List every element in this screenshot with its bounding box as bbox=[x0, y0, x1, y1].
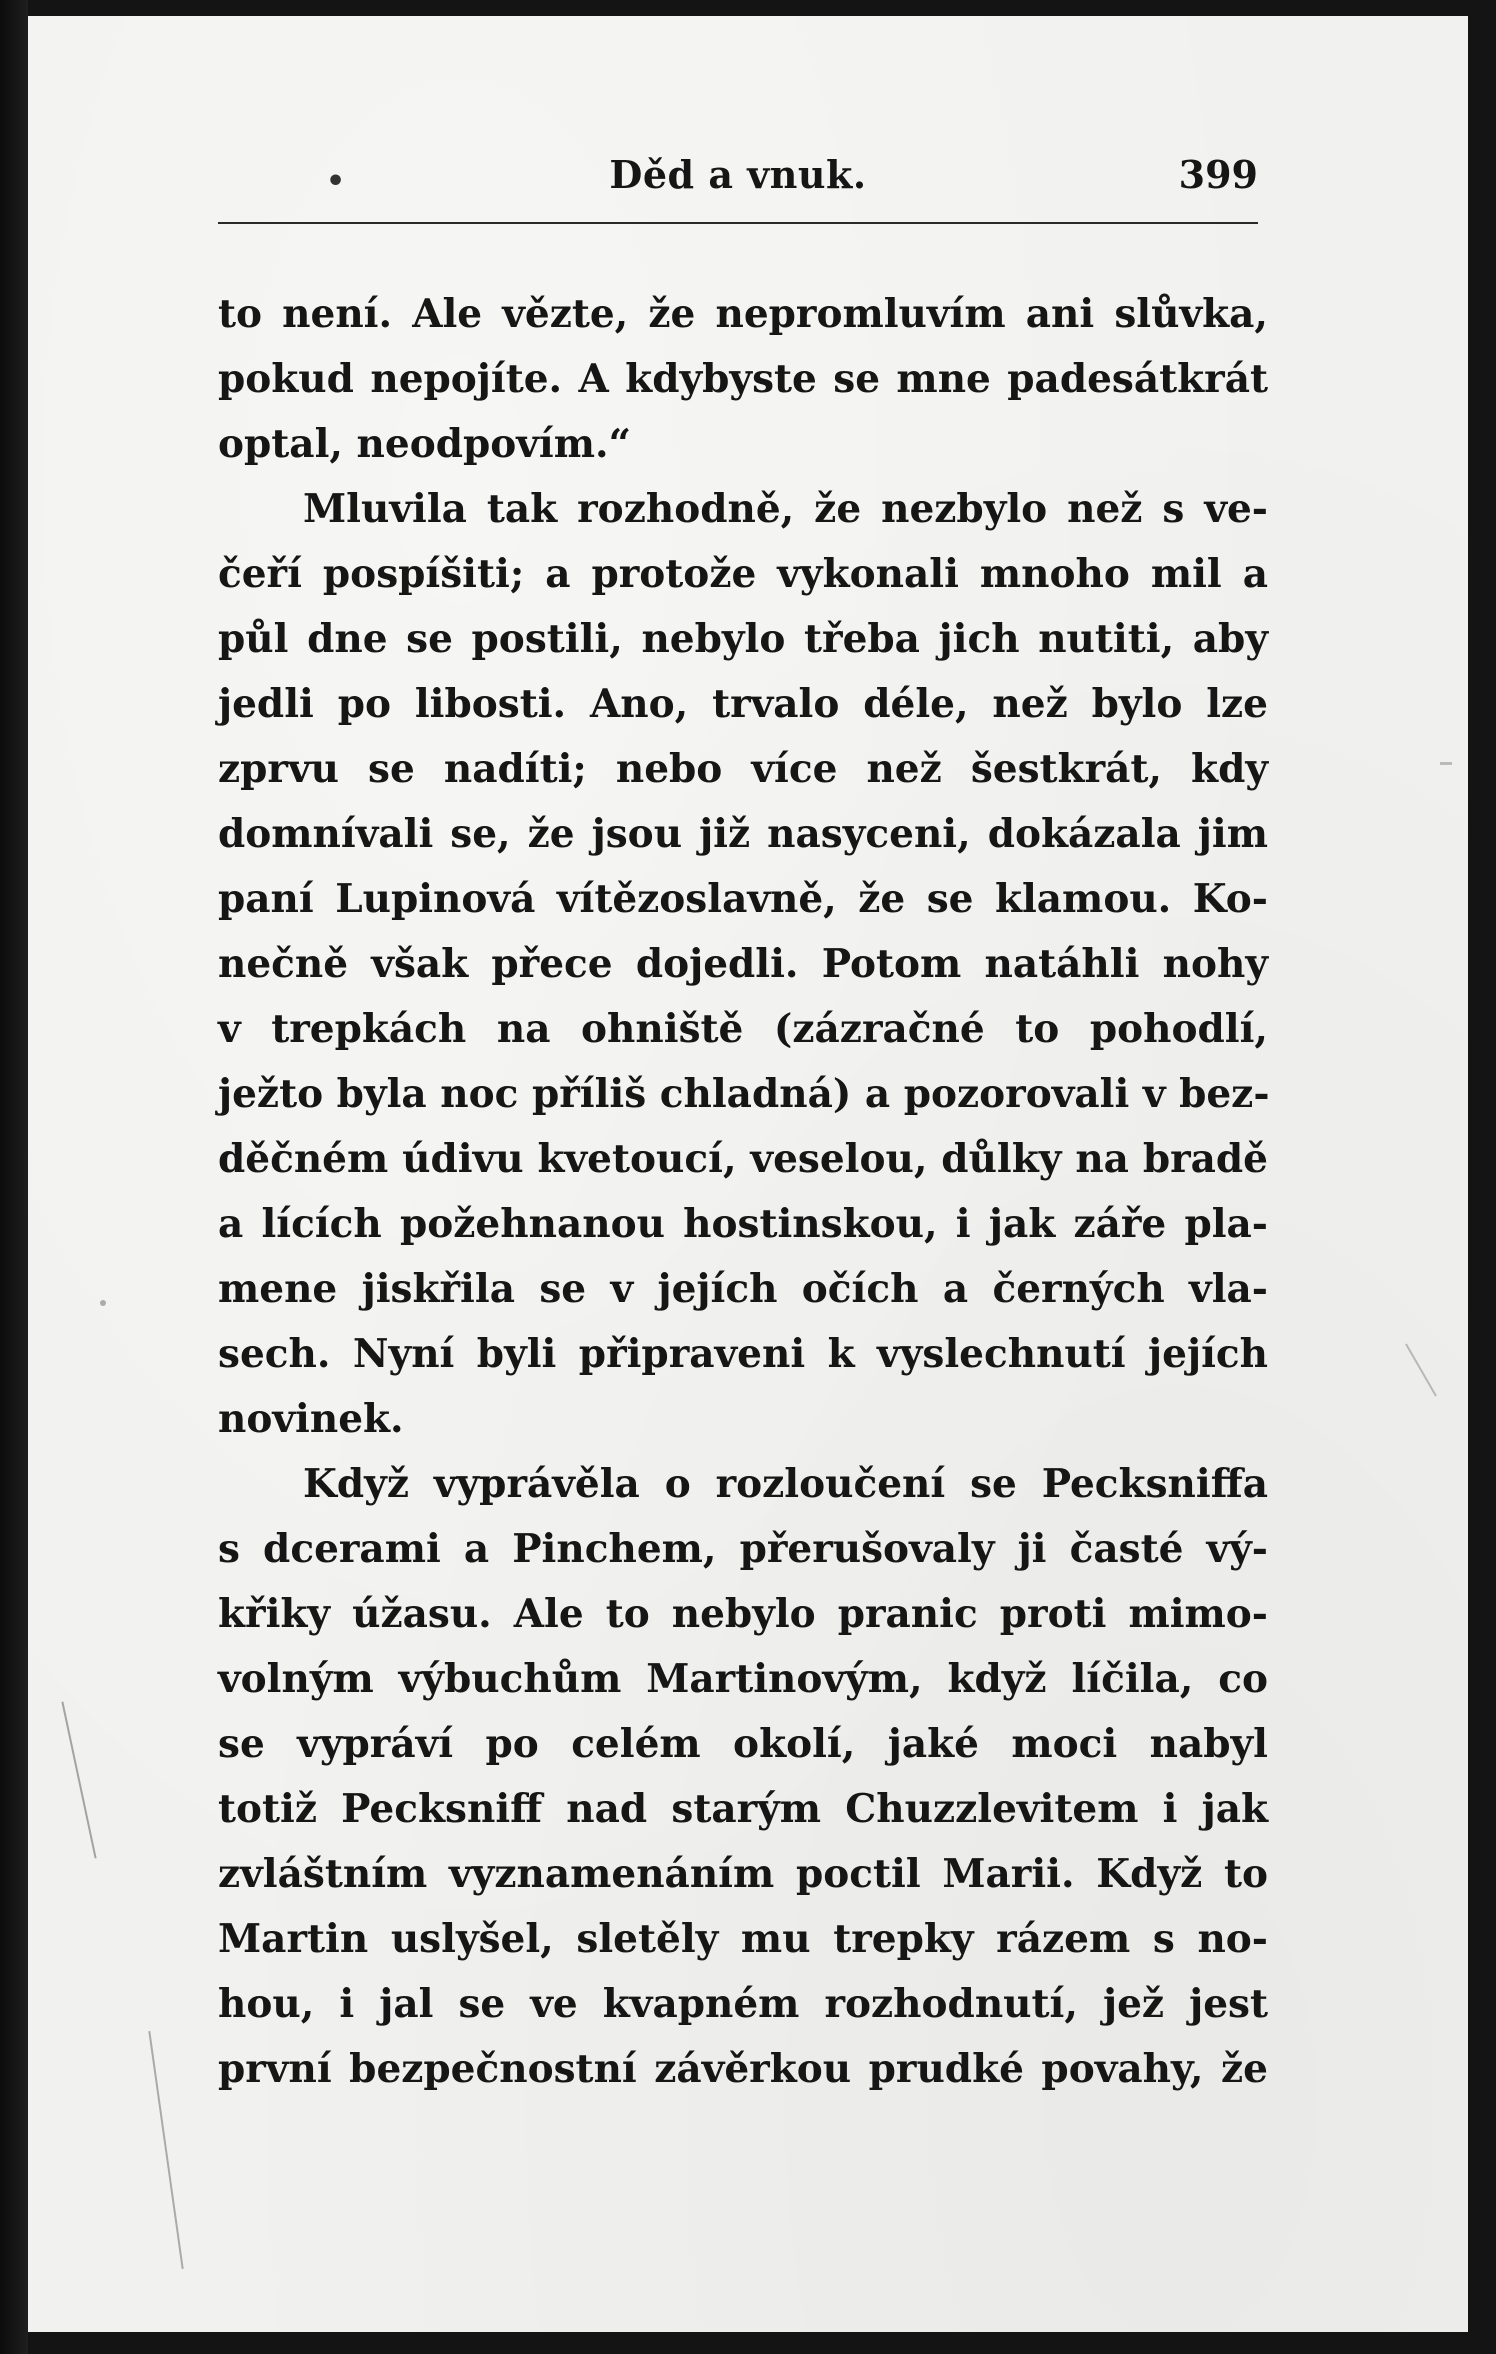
binding-edge bbox=[0, 0, 28, 2354]
header-dot: • bbox=[326, 164, 346, 199]
text-line: hou, i jal se ve kvapném rozhodnutí, jež jest bbox=[218, 1981, 1268, 2027]
running-header bbox=[218, 152, 1258, 208]
text-line: Martin uslyšel, sletěly mu trepky rázem s no- bbox=[218, 1916, 1268, 1962]
text-line: pokud nepojíte. A kdybyste se mne padesátkrát bbox=[218, 356, 1268, 402]
text-line: a lících požehnanou hostinskou, i jak záře pla- bbox=[218, 1201, 1268, 1247]
text-line: v trepkách na ohniště (zázračné to pohodlí, bbox=[218, 1006, 1268, 1052]
scan-speck bbox=[1440, 762, 1452, 765]
text-line: Když vyprávěla o rozloučení se Pecksniffa bbox=[303, 1461, 1268, 1507]
text-line: čeří pospíšiti; a protože vykonali mnoho mil a bbox=[218, 551, 1268, 597]
running-title: Děd a vnuk. bbox=[609, 152, 867, 197]
text-line: totiž Pecksniff nad starým Chuzzlevitem i jak bbox=[218, 1786, 1268, 1832]
text-line: mene jiskřila se v jejích očích a černých vla- bbox=[218, 1266, 1268, 1312]
text-line: děčném údivu kvetoucí, veselou, důlky na bradě bbox=[218, 1136, 1268, 1182]
text-line: nečně však přece dojedli. Potom natáhli nohy bbox=[218, 941, 1268, 987]
header-rule bbox=[218, 222, 1258, 224]
text-line: s dcerami a Pinchem, přerušovaly ji časté vý- bbox=[218, 1526, 1268, 1572]
text-line: ježto byla noc příliš chladná) a pozorovali v bez- bbox=[218, 1071, 1270, 1117]
text-line: optal, neodpovím.“ bbox=[218, 421, 632, 467]
scan-speck bbox=[100, 1300, 106, 1306]
text-line: volným výbuchům Martinovým, když líčila, co bbox=[218, 1656, 1268, 1702]
text-line: zprvu se nadíti; nebo více než šestkrát, kdy bbox=[218, 746, 1268, 792]
text-line: sech. Nyní byli připraveni k vyslechnutí jejích bbox=[218, 1331, 1268, 1377]
text-line: půl dne se postili, nebylo třeba jich nutiti, aby bbox=[218, 616, 1268, 662]
text-line: domnívali se, že jsou již nasyceni, dokázala jim bbox=[218, 811, 1268, 857]
body-text bbox=[218, 282, 1268, 2102]
text-line: paní Lupinová vítězoslavně, že se klamou. Ko- bbox=[218, 876, 1268, 922]
text-line: novinek. bbox=[218, 1396, 404, 1442]
page-number: 399 bbox=[1178, 152, 1258, 197]
text-line: jedli po libosti. Ano, trvalo déle, než bylo lze bbox=[218, 681, 1268, 727]
text-line: Mluvila tak rozhodně, že nezbylo než s ve- bbox=[303, 486, 1268, 532]
text-line: křiky úžasu. Ale to nebylo pranic proti mimo- bbox=[218, 1591, 1268, 1637]
text-line: to není. Ale vězte, že nepromluvím ani slůvka, bbox=[218, 291, 1268, 337]
text-line: se vypráví po celém okolí, jaké moci nabyl bbox=[218, 1721, 1268, 1767]
text-line: zvláštním vyznamenáním poctil Marii. Když to bbox=[218, 1851, 1268, 1897]
text-line: první bezpečnostní závěrkou prudké povahy, že bbox=[218, 2046, 1268, 2092]
